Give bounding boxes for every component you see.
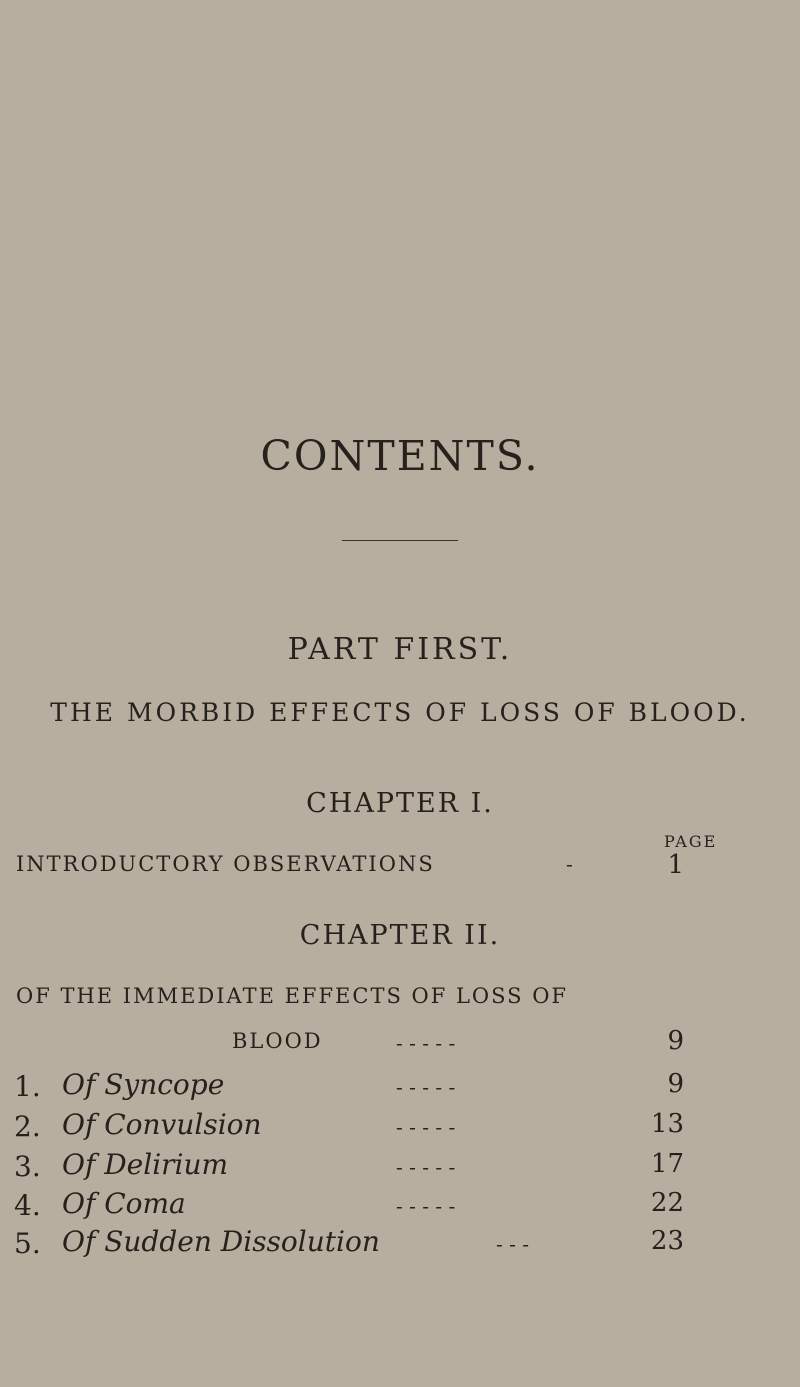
section-leader: - - - - - bbox=[396, 1194, 456, 1218]
section-title: Of Delirium bbox=[62, 1148, 229, 1181]
chapter-2-entry-line1: OF THE IMMEDIATE EFFECTS OF LOSS OF bbox=[16, 984, 569, 1008]
section-title: Of Syncope bbox=[62, 1068, 225, 1101]
chapter-1-entry: INTRODUCTORY OBSERVATIONS bbox=[16, 852, 435, 876]
section-leader: - - - - - bbox=[396, 1155, 456, 1179]
chapter-1-heading: CHAPTER I. bbox=[306, 788, 494, 819]
section-leader: - - - - - bbox=[396, 1115, 456, 1139]
section-number: 3. bbox=[14, 1150, 41, 1183]
section-number: 2. bbox=[14, 1110, 41, 1143]
part-heading: PART FIRST. bbox=[287, 632, 513, 667]
part-subject: THE MORBID EFFECTS OF LOSS OF BLOOD. bbox=[50, 698, 750, 727]
contents-title: CONTENTS. bbox=[260, 432, 540, 480]
chapter-2-leader: - - - - - bbox=[396, 1031, 456, 1055]
section-number: 1. bbox=[14, 1070, 41, 1103]
section-page: 22 bbox=[650, 1188, 684, 1218]
section-leader: - - - - - bbox=[396, 1075, 456, 1099]
section-page: 9 bbox=[667, 1069, 684, 1099]
section-title: Of Coma bbox=[62, 1187, 186, 1220]
chapter-1-page: 1 bbox=[667, 850, 684, 880]
chapter-2-entry-line2: BLOOD bbox=[232, 1029, 323, 1053]
title-divider bbox=[342, 540, 458, 541]
section-page: 23 bbox=[650, 1226, 684, 1256]
section-number: 5. bbox=[14, 1227, 41, 1260]
section-title: Of Convulsion bbox=[62, 1108, 262, 1141]
section-page: 17 bbox=[650, 1149, 684, 1179]
section-title: Of Sudden Dissolution bbox=[62, 1225, 380, 1258]
section-page: 13 bbox=[650, 1109, 684, 1139]
chapter-2-heading: CHAPTER II. bbox=[299, 920, 501, 951]
section-number: 4. bbox=[14, 1189, 41, 1222]
chapter-2-page: 9 bbox=[667, 1026, 684, 1056]
section-leader: - - - bbox=[496, 1232, 529, 1256]
chapter-1-leader: - bbox=[566, 852, 573, 876]
page-column-label: PAGE bbox=[664, 832, 718, 851]
